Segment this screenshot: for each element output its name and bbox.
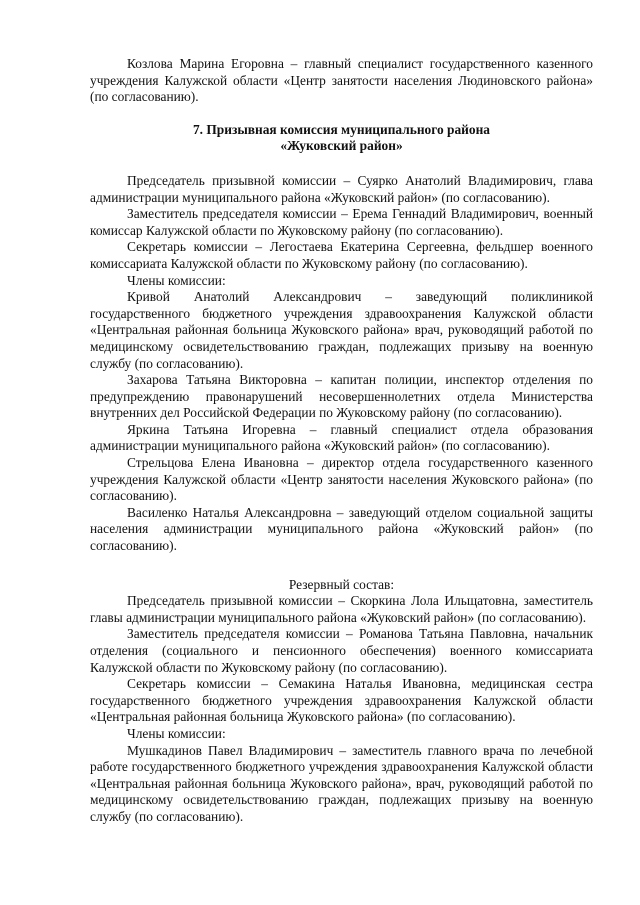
commission-reserve-list xyxy=(90,593,593,825)
section-title-line1: 7. Призывная комиссия муниципального района xyxy=(192,121,490,137)
reserve-chairman-paragraph: Председатель призывной комиссии – Скоркина Лола Ильщатовна, заместитель главы администрации муниципального района «Жуковский район» (по согласованию). xyxy=(90,593,593,625)
reserve-heading: Резервный состав: xyxy=(288,576,395,592)
member-paragraph: Стрельцова Елена Ивановна – директор отдела государственного казенного учреждения Калужской области «Центр занятости населения Жуковского района» (по согласованию). xyxy=(90,455,593,504)
section-title-line2: «Жуковский район» xyxy=(280,138,403,154)
reserve-deputy-paragraph: Заместитель председателя комиссии – Романова Татьяна Павловна, начальник отделения (социального и пенсионного обеспечения) военного комиссариата Калужской области по Жуковскому району (по согласованию). xyxy=(90,626,593,675)
reserve-secretary-paragraph: Секретарь комиссии – Семакина Наталья Ивановна, медицинская сестра государственного бюджетного учреждения здравоохранения Калужской области «Центральная районная больница Жуковского района» (по согласованию). xyxy=(90,676,593,725)
document-page xyxy=(90,56,593,826)
member-paragraph: Василенко Наталья Александровна – заведующий отделом социальной защиты населения администрации муниципального района «Жуковский район» (по согласованию). xyxy=(90,504,593,554)
commission-main-list xyxy=(90,173,593,555)
section-heading xyxy=(90,122,593,155)
reserve-members-label: Члены комиссии: xyxy=(127,725,226,741)
members-label: Члены комиссии: xyxy=(127,272,226,288)
member-paragraph: Захарова Татьяна Викторовна – капитан полиции, инспектор отделения по предупреждению правонарушений несовершеннолетних отдела Министерства внутренних дел Российской Федерации по Жуковскому району (по согласованию). xyxy=(90,372,593,421)
reserve-member-paragraph: Мушкадинов Павел Владимирович – заместитель главного врача по лечебной работе государственного бюджетного учреждения здравоохранения Калужской области «Центральная районная больница Жуковского района», врач, руководящий работой по медицинскому освидетельствованию граждан, подлежащих призыву на военную службу (по согласованию). xyxy=(90,742,593,824)
member-paragraph: Кривой Анатолий Александрович – заведующий поликлиникой государственного бюджетного учреждения здравоохранения Калужской области «Центральная районная больница Жуковского района» врач, руководящий работой по медицинскому освидетельствованию граждан, подлежащих призыву на военную службу (по согласованию). xyxy=(90,289,593,371)
secretary-paragraph: Секретарь комиссии – Легостаева Екатерина Сергеевна, фельдшер военного комиссариата Калужской области по Жуковскому району (по согласованию). xyxy=(90,239,593,271)
member-paragraph: Яркина Татьяна Игоревна – главный специалист отдела образования администрации муниципального района «Жуковский район» (по согласованию). xyxy=(90,421,593,454)
chairman-paragraph: Председатель призывной комиссии – Суярко Анатолий Владимирович, глава администрации муниципального района «Жуковский район» (по согласованию). xyxy=(90,172,593,205)
top-paragraph: Козлова Марина Егоровна – главный специалист государственного казенного учреждения Калужской области «Центр занятости населения Людиновского района» (по согласованию). xyxy=(90,56,593,105)
deputy-paragraph: Заместитель председателя комиссии – Ерема Геннадий Владимирович, военный комиссар Калужской области по Жуковскому району (по согласованию). xyxy=(90,206,593,238)
